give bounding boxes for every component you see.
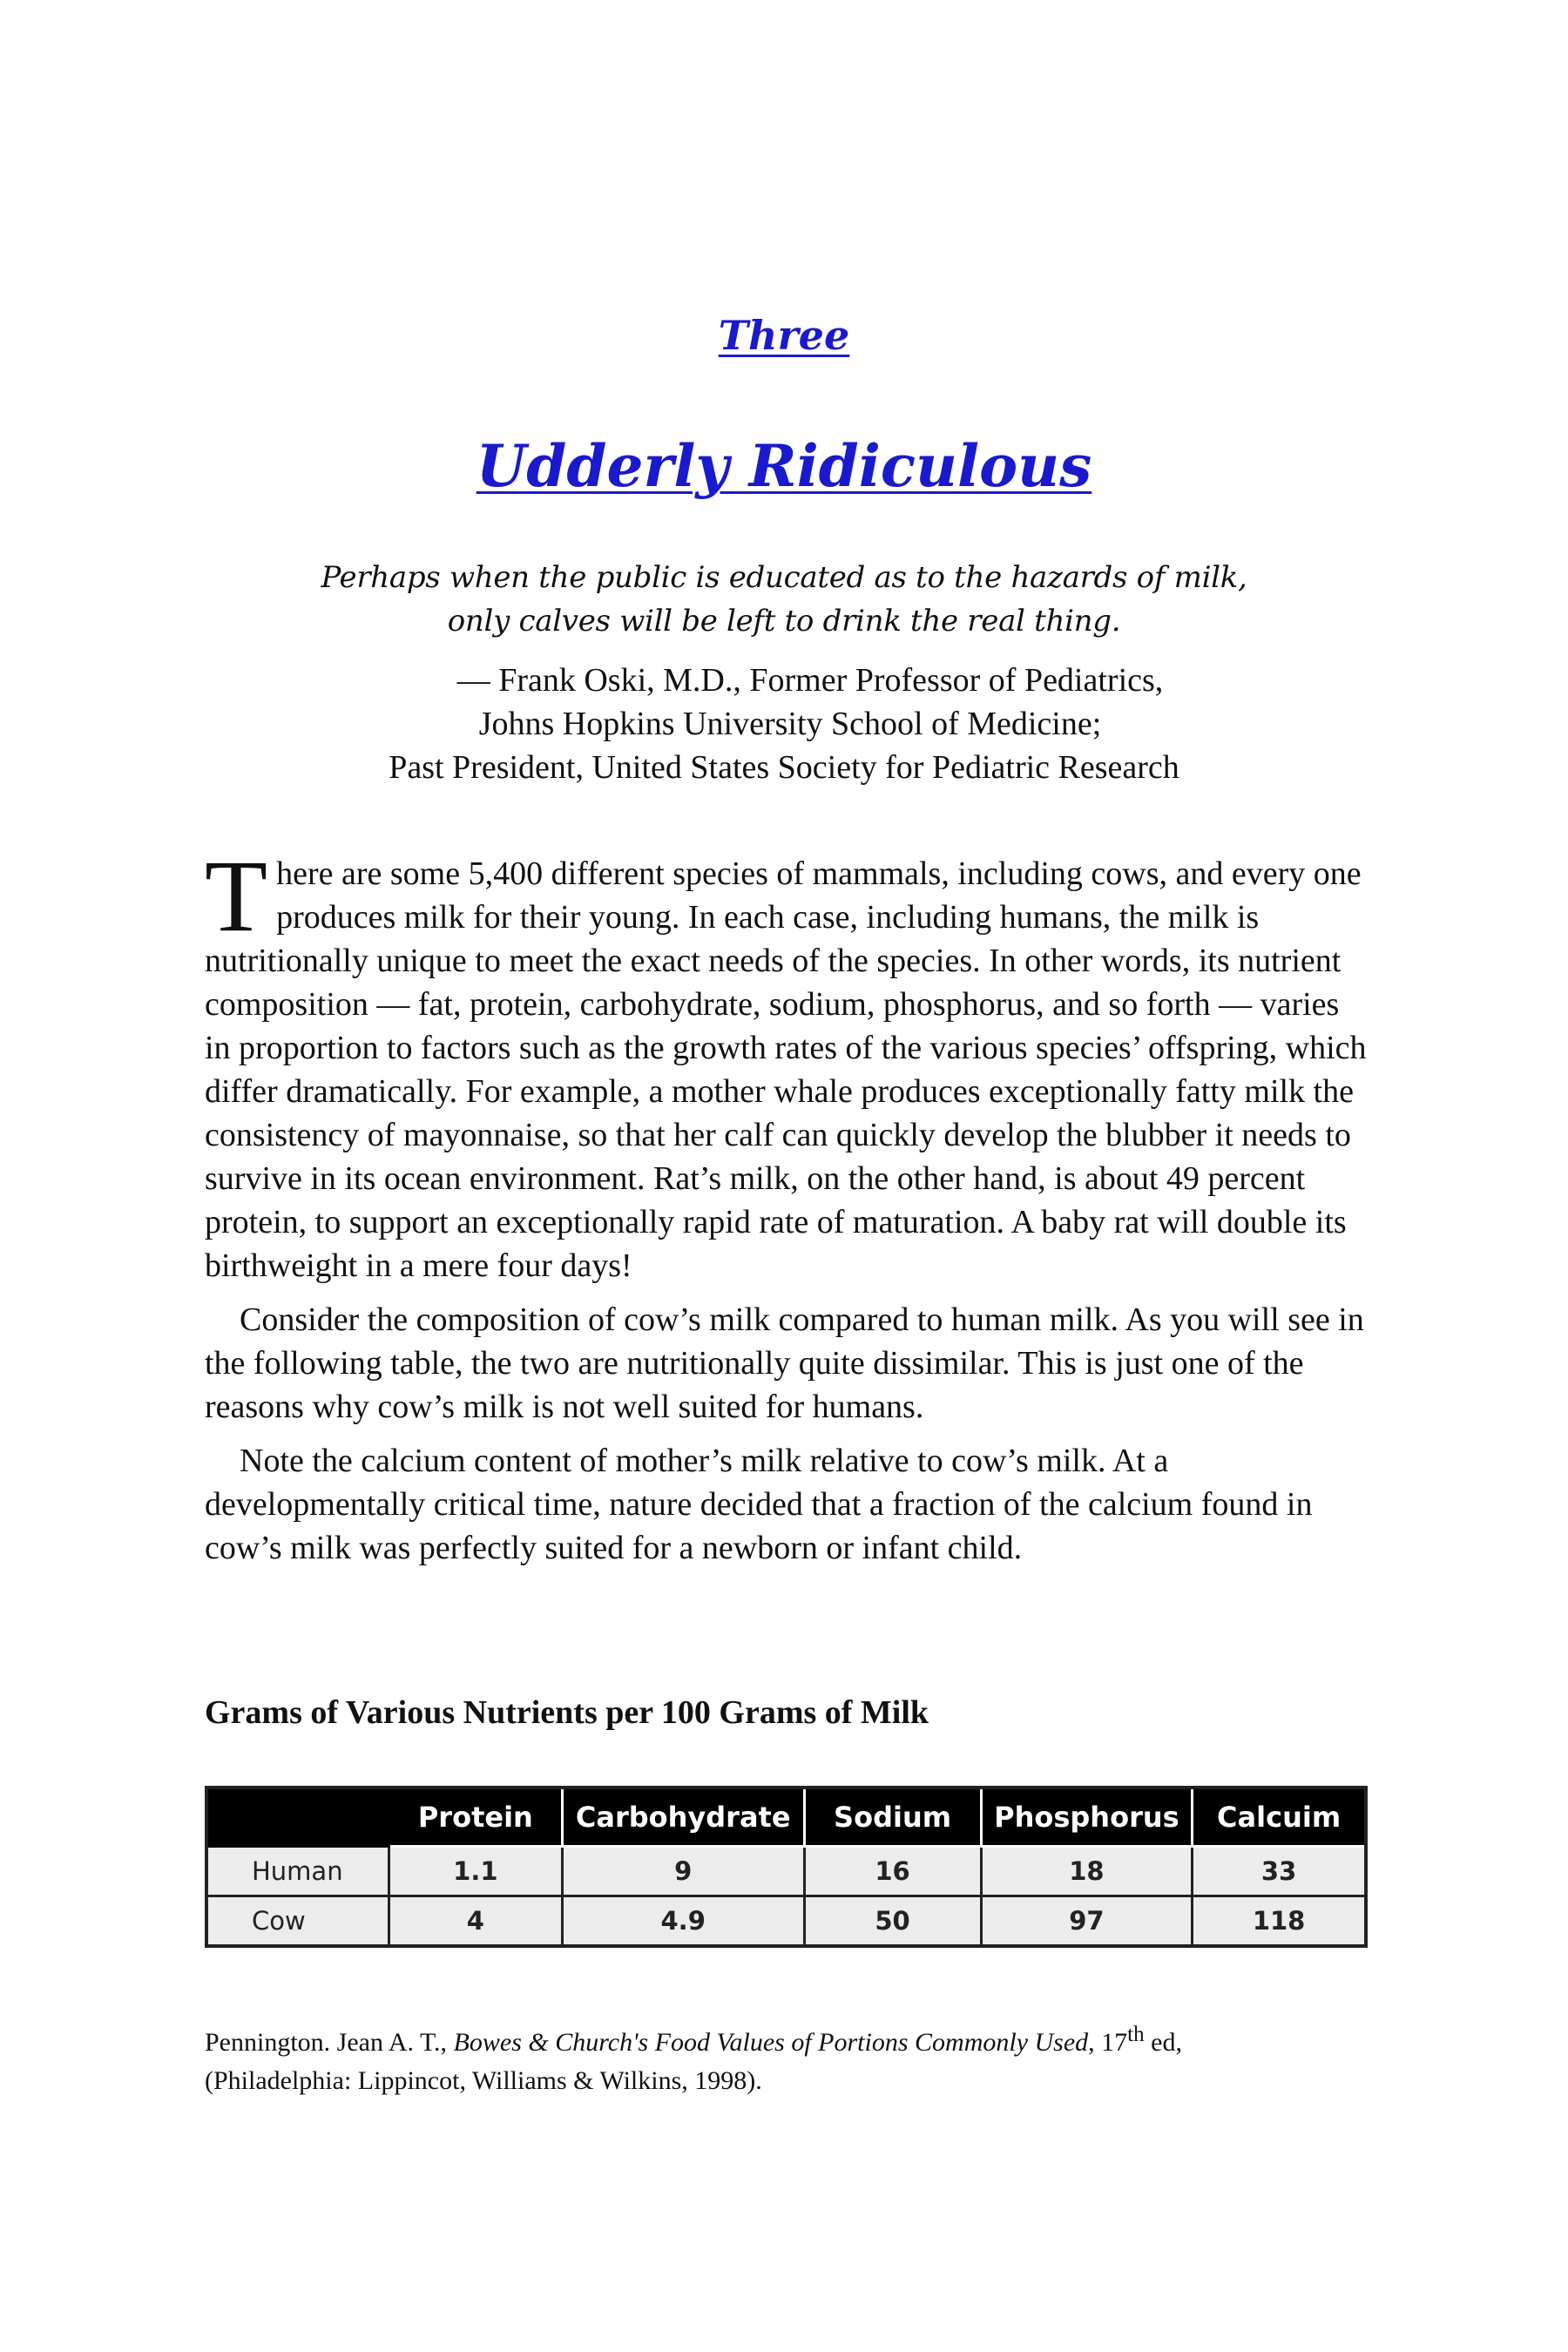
citation-book-title: Bowes & Church's Food Values of Portions Commonly Used (453, 2028, 1089, 2057)
column-header: Phosphorus (981, 1788, 1193, 1847)
chapter-title (0, 432, 1568, 500)
chapter-number-link[interactable]: Three (718, 312, 850, 359)
citation (205, 2016, 1372, 2100)
citation-edition: , 17 (1088, 2028, 1128, 2057)
chapter-number (0, 312, 1568, 359)
citation-edition-label: ed, (1144, 2028, 1182, 2057)
row-header: Cow (206, 1896, 389, 1947)
table-row (206, 1896, 1366, 1947)
table-cell: 4 (389, 1896, 562, 1947)
table-corner-cell (206, 1788, 389, 1847)
attribution-line: — Frank Oski, M.D., Former Professor of Pediatrics, (456, 662, 1164, 699)
body-paragraph: Note the calcium content of mother’s milk relative to cow’s milk. At a developmentally critical time, nature decided that a fraction of the calcium found in cow’s milk was perfectly suited for a newborn or infant child. (205, 1443, 1313, 1566)
epigraph-line: Perhaps when the public is educated as to the hazards of milk, (321, 560, 1247, 595)
table-cell: 97 (981, 1896, 1193, 1947)
column-header: Protein (389, 1788, 562, 1847)
row-header: Human (206, 1847, 389, 1896)
chapter-title-link[interactable]: Udderly Ridiculous (476, 432, 1092, 500)
table-header-row (206, 1788, 1366, 1847)
epigraph-attribution (0, 659, 1568, 789)
paragraph-text: here are some 5,400 different species of mammals, including cows, and every one produces milk for their young. In each case, including humans, the milk is nutritionally unique to meet the exact needs of the species. In other words, its nutrient composition — fat, protein, carbohydrate, sodium, phosphorus, and so forth — varies in proportion to factors such as the growth rates of the various species’ offspring, which differ dramatically. For example, a mother whale produces exceptionally fatty milk the consistency of mayonnaise, so that her calf can quickly develop the blubber it needs to survive in its ocean environment. Rat’s milk, on the other hand, is about 49 percent protein, to support an exceptionally rapid rate of maturation. A baby rat will double its birthweight in a mere four days! (205, 855, 1367, 1284)
table-cell: 1.1 (389, 1847, 562, 1896)
table-cell: 33 (1193, 1847, 1366, 1896)
table-cell: 16 (804, 1847, 981, 1896)
table-row (206, 1847, 1366, 1896)
table-cell: 50 (804, 1896, 981, 1947)
attribution-line: Johns Hopkins University School of Medicine; (478, 706, 1102, 742)
nutrient-table (205, 1786, 1368, 1948)
table-cell: 4.9 (562, 1896, 804, 1947)
table-title: Grams of Various Nutrients per 100 Grams of Milk (205, 1694, 929, 1731)
attribution-line: Past President, United States Society for Pediatric Research (389, 749, 1179, 786)
citation-line (205, 2016, 1372, 2062)
column-header: Carbohydrate (562, 1788, 804, 1847)
table-cell: 18 (981, 1847, 1193, 1896)
body-paragraph (205, 839, 1368, 1288)
column-header: Sodium (804, 1788, 981, 1847)
citation-edition-suffix: th (1127, 2023, 1145, 2046)
citation-author: Pennington. Jean A. T., (205, 2028, 454, 2057)
table-cell: 118 (1193, 1896, 1366, 1947)
citation-line: (Philadelphia: Lippincot, Williams & Wilkins, 1998). (205, 2066, 762, 2095)
drop-cap: T (205, 839, 268, 953)
column-header: Calcuim (1193, 1788, 1366, 1847)
epigraph-quote (0, 556, 1568, 643)
table-cell: 9 (562, 1847, 804, 1896)
body-paragraph: Consider the composition of cow’s milk compared to human milk. As you will see in the following table, the two are nutritionally quite dissimilar. This is just one of the reasons why cow’s milk is not well suited for humans. (205, 1301, 1364, 1425)
epigraph-line: only calves will be left to drink the real thing. (447, 604, 1121, 639)
body-text (205, 839, 1368, 1580)
